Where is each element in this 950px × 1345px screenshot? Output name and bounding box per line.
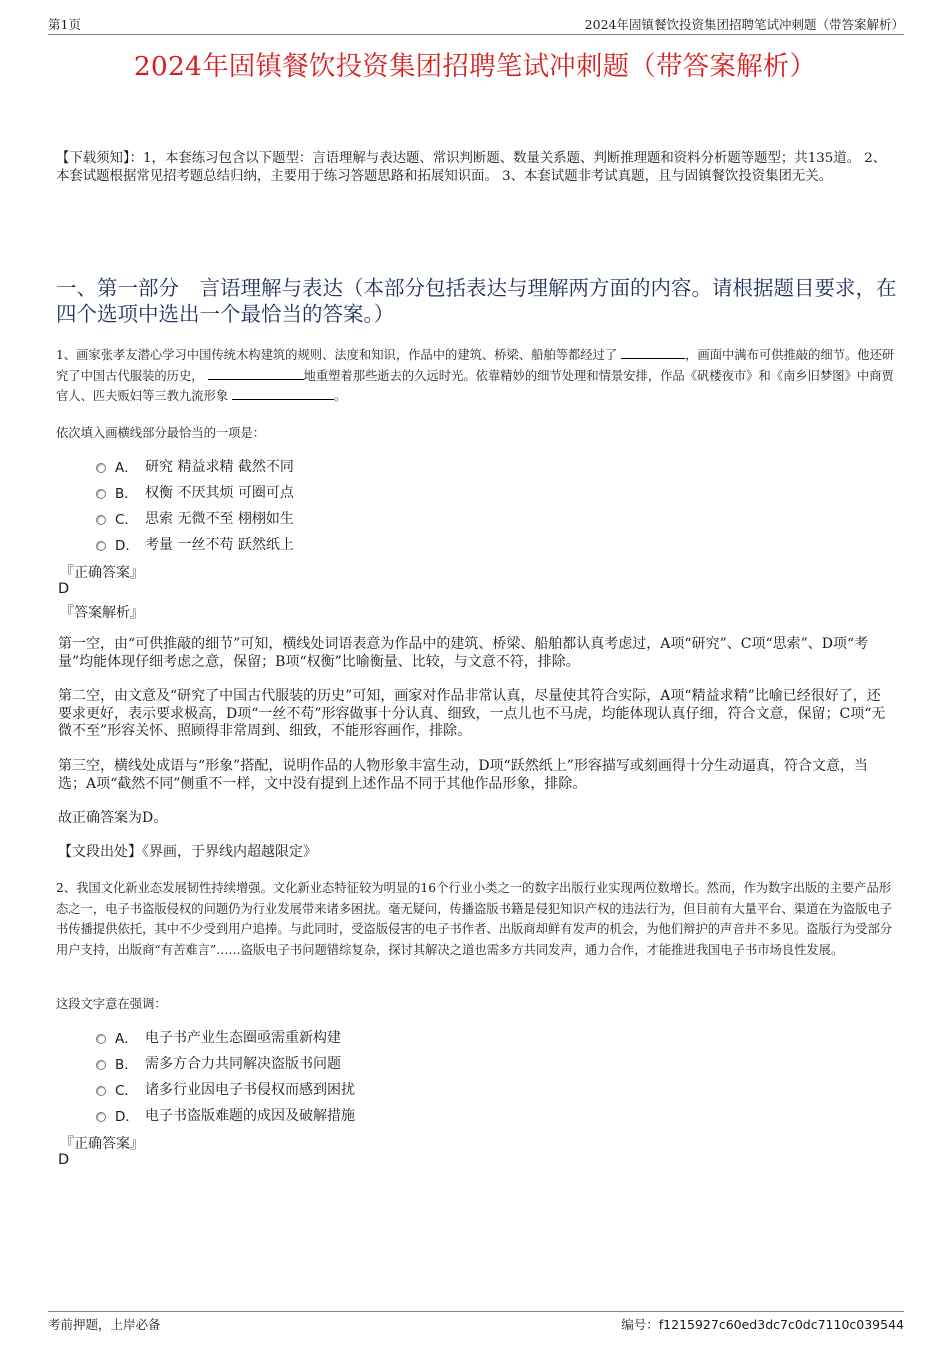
option-letter: C． xyxy=(115,512,138,528)
radio-icon[interactable] xyxy=(96,1112,106,1122)
option-letter: A． xyxy=(115,460,138,476)
radio-icon[interactable] xyxy=(96,541,106,551)
header-doc-title: 2024年固镇餐饮投资集团招聘笔试冲刺题（带答案解析） xyxy=(584,17,904,32)
radio-icon[interactable] xyxy=(96,463,106,473)
q1-option-d[interactable] xyxy=(96,531,294,557)
q1-option-c[interactable] xyxy=(96,505,294,531)
option-text: 研究 精益求精 截然不同 xyxy=(145,459,294,475)
page-header xyxy=(48,14,904,35)
page-footer xyxy=(48,1311,904,1332)
q2-option-c[interactable] xyxy=(96,1076,355,1102)
footer-slogan: 考前押题，上岸必备 xyxy=(48,1317,161,1332)
radio-icon[interactable] xyxy=(96,515,106,525)
download-notice: 【下载须知】：1，本套练习包含以下题型：言语理解与表达题、常识判断题、数量关系题、判断推理题和资料分析题等题型；共135道。 2、本套试题根据常见招考题总结归纳，主要用于练习答题思路和拓展知识面。 3、本套试题非考试真题，且与固镇餐饮投资集团无关。 xyxy=(56,151,887,184)
radio-icon[interactable] xyxy=(96,1086,106,1096)
section-heading: 一、第一部分 言语理解与表达（本部分包括表达与理解两方面的内容。请根据题目要求，在四个选项中选出一个最恰当的答案。） xyxy=(56,276,897,326)
option-text: 电子书盗版难题的成因及破解措施 xyxy=(145,1108,355,1124)
q1-option-b[interactable] xyxy=(96,479,294,505)
option-text: 电子书产业生态圈亟需重新构建 xyxy=(145,1030,341,1046)
q2-prompt: 这段文字意在强调： xyxy=(56,997,167,1011)
q2-answer-label: 『正确答案』 xyxy=(60,1136,144,1152)
q1-analysis-conclusion: 故正确答案为D。 xyxy=(58,810,168,826)
option-text: 考量 一丝不苟 跃然纸上 xyxy=(145,537,294,553)
radio-icon[interactable] xyxy=(96,1060,106,1070)
q1-prompt: 依次填入画横线部分最恰当的一项是： xyxy=(56,426,266,440)
q1-options xyxy=(96,453,294,557)
q2-option-d[interactable] xyxy=(96,1102,355,1128)
page-number: 第1页 xyxy=(48,17,81,32)
q1-blank-2 xyxy=(208,367,304,380)
document-title: 2024年固镇餐饮投资集团招聘笔试冲刺题（带答案解析） xyxy=(133,51,817,82)
option-letter: B． xyxy=(115,486,138,502)
footer-code-label: 编号： xyxy=(621,1317,659,1332)
option-letter: A． xyxy=(115,1031,138,1047)
q1-answer-value: D xyxy=(58,581,70,597)
option-text: 诸多行业因电子书侵权而感到困扰 xyxy=(145,1082,355,1098)
question-1-stem xyxy=(56,345,900,407)
q2-option-a[interactable] xyxy=(96,1024,355,1050)
option-letter: D． xyxy=(115,538,139,554)
q1-source: 【文段出处】《界画，于界线内超越限定》 xyxy=(58,844,317,860)
q2-answer-value: D xyxy=(58,1152,70,1168)
q1-text-part4: 。 xyxy=(334,389,347,403)
q2-option-b[interactable] xyxy=(96,1050,355,1076)
q1-text-part3: 地重塑着那些逝去的久远时光。依靠精妙的细节处理和情景安排，作品《矾楼夜市》和《南乡旧梦图》中商贾官人、匹夫贩妇等三教九流形象 xyxy=(56,368,894,403)
q1-text-part2: ，画面中满布可供推敲的细节。他还研究了中国古代服装的历史， xyxy=(56,348,895,383)
option-letter: D． xyxy=(115,1109,139,1125)
radio-icon[interactable] xyxy=(96,1034,106,1044)
q1-analysis-para-1: 第一空，由“可供推敲的细节”可知，横线处词语表意为作品中的建筑、桥梁、船舶都认真考虑过，A项“研究”、C项“思索”、D项“考量”均能体现仔细考虑之意，保留；B项“权衡”比喻衡量、比较，与文意不符，排除。 xyxy=(58,636,869,670)
option-text: 思索 无微不至 栩栩如生 xyxy=(145,511,294,527)
option-letter: B． xyxy=(115,1057,138,1073)
footer-code xyxy=(621,1315,904,1333)
q1-analysis-para-3: 第三空，横线处成语与“形象”搭配，说明作品的人物形象丰富生动，D项“跃然纸上”形容描写或刻画得十分生动逼真，符合文意，当选；A项“截然不同”侧重不一样，文中没有提到上述作品不同于其他作品形象，排除。 xyxy=(58,758,868,792)
q2-options xyxy=(96,1024,355,1128)
footer-code-value: f1215927c60ed3dc7c0dc7110c039544 xyxy=(658,1317,904,1332)
q1-answer-label: 『正确答案』 xyxy=(60,565,144,581)
q1-analysis-label: 『答案解析』 xyxy=(60,605,144,621)
option-text: 需多方合力共同解决盗版书问题 xyxy=(145,1056,341,1072)
option-text: 权衡 不厌其烦 可圈可点 xyxy=(145,485,294,501)
q1-blank-3 xyxy=(232,387,334,400)
question-2-stem: 2、我国文化新业态发展韧性持续增强。文化新业态特征较为明显的16个行业小类之一的数字出版行业实现两位数增长。然而，作为数字出版的主要产品形态之一，电子书盗版侵权的问题仍为行业发展带来诸多困扰。毫无疑问，传播盗版书籍是侵犯知识产权的违法行为，但目前有大量平台、渠道在为盗版电子书传播提供依托，其中不少受到用户追捧。与此同时，受盗版侵害的电子书作者、出版商却鲜有发声的机会，为他们辩护的声音并不多见。盗版行为受部分用户支持，出版商“有苦难言”……盗版电子书问题错综复杂，探讨其解决之道也需多方共同发声，通力合作，才能推进我国电子书市场良性发展。 xyxy=(56,881,893,957)
option-letter: C． xyxy=(115,1083,138,1099)
q1-text-part1: 1、画家张孝友潜心学习中国传统木构建筑的规则、法度和知识，作品中的建筑、桥梁、船舶等都经过了 xyxy=(56,348,618,362)
q1-analysis-para-2: 第二空，由文意及“研究了中国古代服装的历史”可知，画家对作品非常认真，尽量使其符合实际，A项“精益求精”比喻已经很好了，还要求更好，表示要求极高，D项“一丝不苟”形容做事十分认真、细致，一点儿也不马虎，均能体现认真仔细，符合文意，保留；C项“无微不至”形容关怀、照顾得非常周到、细致，不能形容画作，排除。 xyxy=(58,688,886,739)
q1-option-a[interactable] xyxy=(96,453,294,479)
q1-blank-1 xyxy=(621,346,685,359)
radio-icon[interactable] xyxy=(96,489,106,499)
